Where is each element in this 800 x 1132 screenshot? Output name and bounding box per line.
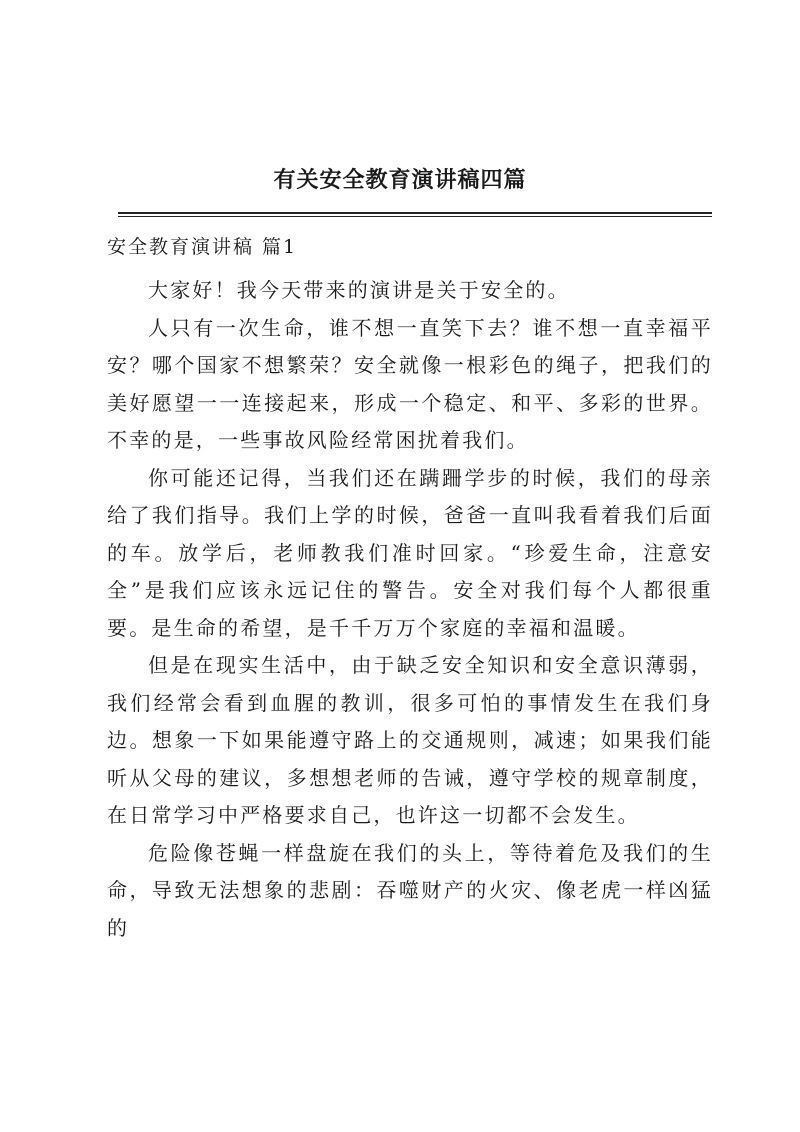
document-body	[107, 272, 713, 947]
title-divider-thin	[118, 216, 712, 217]
paragraph: 你可能还记得，当我们还在蹒跚学步的时候，我们的母亲给了我们指导。我们上学的时候，爸爸一直叫我看着我们后面的车。放学后，老师教我们准时回家。“珍爱生命，注意安全”是我们应该永远记住的警告。安全对我们每个人都很重要。是生命的希望，是千千万万个家庭的幸福和温暖。	[107, 465, 713, 640]
title-divider-thick	[118, 212, 712, 214]
section-heading: 安全教育演讲稿 篇1	[107, 236, 298, 258]
paragraph: 大家好！我今天带来的演讲是关于安全的。	[148, 278, 570, 302]
paragraph: 危险像苍蝇一样盘旋在我们的头上，等待着危及我们的生命，导致无法想象的悲剧：吞噬财产的火灾、像老虎一样凶猛的	[107, 840, 713, 940]
paragraph: 但是在现实生活中，由于缺乏安全知识和安全意识薄弱，我们经常会看到血腥的教训，很多可怕的事情发生在我们身边。想象一下如果能遵守路上的交通规则，减速；如果我们能听从父母的建议，多想想老师的告诫，遵守学校的规章制度，在日常学习中严格要求自己，也许这一切都不会发生。	[107, 653, 713, 827]
document-title: 有关安全教育演讲稿四篇	[273, 167, 527, 193]
paragraph: 人只有一次生命，谁不想一直笑下去？谁不想一直幸福平安？哪个国家不想繁荣？安全就像一根彩色的绳子，把我们的美好愿望一一连接起来，形成一个稳定、和平、多彩的世界。不幸的是，一些事故风险经常困扰着我们。	[107, 315, 713, 452]
